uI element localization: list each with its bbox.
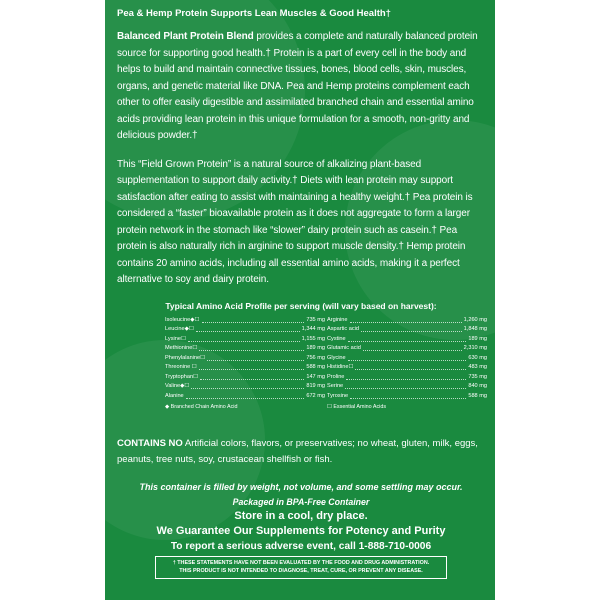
leader-dots [200, 373, 304, 380]
label-content [117, 8, 485, 579]
leader-dots [186, 392, 305, 399]
amino-value: 630 mg [468, 354, 487, 361]
amino-row [165, 363, 325, 373]
amino-acid-table [117, 316, 485, 426]
leader-dots [350, 392, 466, 399]
amino-name: Serine [327, 383, 344, 389]
amino-value: 189 mg [306, 345, 325, 351]
leader-dots [345, 382, 466, 389]
legend-essential: ☐ Essential Amino Acids [327, 404, 387, 410]
adverse-event-phone: To report a serious adverse event, call 1-888-710-0006 [170, 540, 432, 552]
headline: Pea & Hemp Protein Supports Lean Muscles & Good Health† [117, 8, 391, 19]
amino-name: Methionine☐ [165, 345, 198, 351]
amino-row [165, 344, 325, 354]
contains-lead: CONTAINS NO [117, 437, 183, 449]
amino-value: 672 mg [306, 392, 325, 399]
amino-row [165, 373, 325, 383]
amino-title: Typical Amino Acid Profile per serving (will vary based on harvest): [165, 300, 437, 311]
blend-lead: Balanced Plant Protein Blend [117, 31, 254, 42]
leader-dots [348, 354, 467, 361]
amino-value: 588 mg [306, 364, 325, 370]
amino-row [327, 316, 487, 326]
amino-name: Tryptophan☐ [165, 373, 199, 380]
leader-dots [202, 316, 305, 323]
amino-value: 1,848 mg [463, 326, 487, 332]
amino-value: 483 mg [468, 364, 487, 370]
amino-row [327, 382, 487, 392]
amino-value: 147 mg [306, 373, 325, 380]
amino-row [327, 354, 487, 364]
amino-column-left [165, 316, 325, 411]
amino-row [327, 373, 487, 383]
amino-name: Isoleucine◆☐ [165, 316, 200, 323]
amino-value: 2,310 mg [463, 345, 487, 351]
amino-name: Valine◆☐ [165, 383, 190, 389]
amino-value: 819 mg [306, 383, 325, 389]
amino-value: 1,344 mg [301, 326, 325, 332]
leader-dots [207, 354, 304, 361]
amino-row [327, 325, 487, 335]
amino-row [165, 316, 325, 326]
amino-name: Histidine☐ [327, 364, 354, 370]
amino-name: Aspartic acid [327, 326, 360, 332]
leader-dots [361, 325, 462, 332]
amino-name: Threonine ☐ [165, 364, 197, 370]
leader-dots [199, 344, 304, 351]
leader-dots [196, 325, 300, 332]
amino-name: Glycine [327, 354, 346, 361]
blend-text: provides a complete and naturally balanced protein source for supporting good health.† Protein is a part of every cell in the body and helps to build and maintain connective tissues, bones, blood cells, skin, muscles, organs, and genetic material like DNA. Pea and Hemp proteins complement each other to offer easily digestible and assimilated branched chain and essential amino acids providing lean protein in this unique formulation for a smooth, non-gritty and delicious powder.† [117, 31, 478, 141]
leader-dots [355, 363, 466, 370]
leader-dots [346, 373, 466, 380]
amino-row [165, 392, 325, 402]
amino-name: Arginine [327, 316, 348, 323]
amino-row [165, 354, 325, 364]
field-grown-paragraph: This “Field Grown Protein” is a natural source of alkalizing plant-based supplementation to support daily activity.† Diets with lean protein may support satisfaction after eating to assist with maintaining a healthy weight.† Pea protein is considered a “faster” bioavailable protein as it does not aggregate to form a larger protein network in the stomach like “slower” dairy protein such as casein.† Pea protein is also naturally rich in arginine to support muscle density.† Hemp protein contains 20 amino acids, including all essential amino acids, making it a perfect alternative to soy and dairy protein. [117, 158, 473, 285]
amino-row [165, 335, 325, 345]
leader-dots [348, 335, 467, 342]
contains-no-paragraph [117, 436, 485, 468]
amino-name: Cystine [327, 335, 346, 342]
amino-name: Leucine◆☐ [165, 326, 194, 332]
disclaimer-line-2: THIS PRODUCT IS NOT INTENDED TO DIAGNOSE, TREAT, CURE, OR PREVENT ANY DISEASE. [179, 568, 423, 574]
leader-dots [188, 335, 300, 342]
amino-value: 189 mg [468, 335, 487, 342]
amino-value: 756 mg [306, 354, 325, 361]
label-panel [105, 0, 495, 600]
amino-row [327, 335, 487, 345]
amino-value: 588 mg [468, 392, 487, 399]
storage-notice: Store in a cool, dry place. [234, 509, 368, 522]
legend-left [165, 404, 325, 410]
blend-paragraph [117, 29, 485, 145]
guarantee-statement: We Guarantee Our Supplements for Potency and Purity [156, 524, 446, 537]
contains-text: Artificial colors, flavors, or preservatives; no wheat, gluten, milk, eggs, peanuts, tree nuts, soy, crustacean shellfish or fish. [117, 437, 478, 465]
amino-name: Proline [327, 373, 345, 380]
amino-value: 840 mg [468, 383, 487, 389]
amino-row [327, 363, 487, 373]
amino-row [327, 344, 487, 354]
disclaimer-line-1: † THESE STATEMENTS HAVE NOT BEEN EVALUATED BY THE FOOD AND DRUG ADMINISTRATION. [172, 559, 430, 566]
amino-value: 1,155 mg [301, 335, 325, 342]
amino-row [165, 325, 325, 335]
fda-disclaimer-box [155, 556, 447, 579]
amino-value: 735 mg [468, 373, 487, 380]
amino-name: Glutamic acid [327, 345, 361, 351]
amino-name: Lysine☐ [165, 335, 186, 342]
legend-right [327, 404, 487, 410]
leader-dots [363, 344, 462, 351]
amino-name: Phenylalanine☐ [165, 354, 206, 361]
amino-value: 1,260 mg [463, 316, 487, 323]
settling-notice: This container is filled by weight, not volume, and some settling may occur. [139, 481, 463, 492]
amino-row [165, 382, 325, 392]
leader-dots [199, 363, 305, 370]
amino-row [327, 392, 487, 402]
leader-dots [191, 382, 304, 389]
leader-dots [350, 316, 462, 323]
legend-branched: ◆ Branched Chain Amino Acid [165, 404, 238, 410]
bpa-notice: Packaged in BPA-Free Container [232, 496, 370, 507]
amino-name: Tyrosine [327, 392, 349, 399]
amino-value: 735 mg [306, 316, 325, 323]
amino-column-right [327, 316, 487, 411]
amino-name: Alanine [165, 392, 184, 399]
